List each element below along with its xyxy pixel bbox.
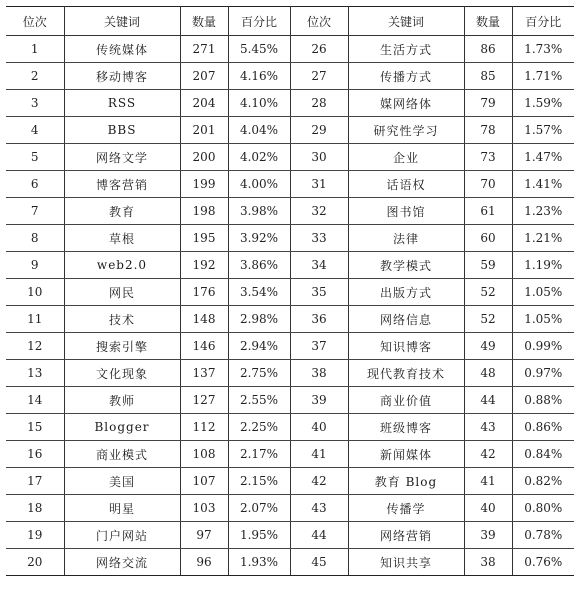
percent-cell-left: 5.45% <box>228 36 290 63</box>
count-cell-right: 73 <box>464 144 512 171</box>
percent-cell-right: 1.23% <box>512 198 574 225</box>
keyword-cell-left: 网民 <box>64 279 180 306</box>
percent-cell-right: 1.19% <box>512 252 574 279</box>
count-cell-right: 49 <box>464 333 512 360</box>
rank-cell-left: 14 <box>6 387 64 414</box>
rank-cell-left: 18 <box>6 495 64 522</box>
percent-cell-right: 1.47% <box>512 144 574 171</box>
rank-cell-right: 28 <box>290 90 348 117</box>
count-cell-right: 43 <box>464 414 512 441</box>
percent-cell-right: 0.97% <box>512 360 574 387</box>
count-cell-right: 48 <box>464 360 512 387</box>
count-cell-left: 271 <box>180 36 228 63</box>
keyword-cell-left: Blogger <box>64 414 180 441</box>
keyword-cell-left: 技术 <box>64 306 180 333</box>
count-cell-left: 207 <box>180 63 228 90</box>
table-row <box>6 171 574 198</box>
keyword-cell-right: 知识共享 <box>348 549 464 576</box>
table-row <box>6 198 574 225</box>
table-header-row <box>6 7 574 36</box>
keyword-cell-right: 传播学 <box>348 495 464 522</box>
rank-cell-right: 39 <box>290 387 348 414</box>
header-rank-left: 位次 <box>6 7 64 36</box>
keyword-frequency-table <box>6 6 574 576</box>
rank-cell-left: 11 <box>6 306 64 333</box>
percent-cell-right: 0.82% <box>512 468 574 495</box>
count-cell-right: 60 <box>464 225 512 252</box>
rank-cell-right: 43 <box>290 495 348 522</box>
keyword-cell-right: 商业价值 <box>348 387 464 414</box>
percent-cell-right: 1.21% <box>512 225 574 252</box>
rank-cell-left: 6 <box>6 171 64 198</box>
table-row <box>6 414 574 441</box>
keyword-cell-left: BBS <box>64 117 180 144</box>
keyword-cell-left: 明星 <box>64 495 180 522</box>
rank-cell-left: 1 <box>6 36 64 63</box>
table-row <box>6 117 574 144</box>
table-row <box>6 468 574 495</box>
count-cell-right: 70 <box>464 171 512 198</box>
count-cell-left: 204 <box>180 90 228 117</box>
percent-cell-right: 0.84% <box>512 441 574 468</box>
keyword-cell-left: 网络文学 <box>64 144 180 171</box>
keyword-cell-right: 教育 Blog <box>348 468 464 495</box>
percent-cell-right: 1.57% <box>512 117 574 144</box>
keyword-cell-left: 商业模式 <box>64 441 180 468</box>
keyword-cell-right: 图书馆 <box>348 198 464 225</box>
rank-cell-right: 35 <box>290 279 348 306</box>
percent-cell-right: 1.73% <box>512 36 574 63</box>
count-cell-left: 103 <box>180 495 228 522</box>
rank-cell-right: 40 <box>290 414 348 441</box>
rank-cell-left: 3 <box>6 90 64 117</box>
rank-cell-left: 15 <box>6 414 64 441</box>
keyword-cell-right: 生活方式 <box>348 36 464 63</box>
count-cell-left: 96 <box>180 549 228 576</box>
keyword-cell-right: 研究性学习 <box>348 117 464 144</box>
percent-cell-left: 4.00% <box>228 171 290 198</box>
header-keyword-left: 关键词 <box>64 7 180 36</box>
table-row <box>6 225 574 252</box>
table-row <box>6 522 574 549</box>
count-cell-right: 85 <box>464 63 512 90</box>
rank-cell-left: 13 <box>6 360 64 387</box>
count-cell-left: 107 <box>180 468 228 495</box>
rank-cell-left: 12 <box>6 333 64 360</box>
rank-cell-left: 20 <box>6 549 64 576</box>
count-cell-left: 146 <box>180 333 228 360</box>
header-percent-right: 百分比 <box>512 7 574 36</box>
header-count-right: 数量 <box>464 7 512 36</box>
table-row <box>6 441 574 468</box>
percent-cell-left: 2.75% <box>228 360 290 387</box>
percent-cell-right: 1.41% <box>512 171 574 198</box>
rank-cell-left: 17 <box>6 468 64 495</box>
rank-cell-right: 38 <box>290 360 348 387</box>
keyword-cell-left: 搜索引擎 <box>64 333 180 360</box>
rank-cell-right: 37 <box>290 333 348 360</box>
count-cell-left: 192 <box>180 252 228 279</box>
keyword-cell-left: 移动博客 <box>64 63 180 90</box>
percent-cell-left: 2.25% <box>228 414 290 441</box>
table-row <box>6 387 574 414</box>
count-cell-right: 44 <box>464 387 512 414</box>
rank-cell-right: 34 <box>290 252 348 279</box>
keyword-cell-right: 网络营销 <box>348 522 464 549</box>
table-row <box>6 90 574 117</box>
count-cell-left: 137 <box>180 360 228 387</box>
count-cell-left: 200 <box>180 144 228 171</box>
percent-cell-left: 2.15% <box>228 468 290 495</box>
percent-cell-right: 1.05% <box>512 306 574 333</box>
percent-cell-right: 0.78% <box>512 522 574 549</box>
rank-cell-left: 2 <box>6 63 64 90</box>
rank-cell-right: 31 <box>290 171 348 198</box>
keyword-cell-left: 美国 <box>64 468 180 495</box>
percent-cell-right: 1.59% <box>512 90 574 117</box>
keyword-cell-left: 网络交流 <box>64 549 180 576</box>
count-cell-left: 201 <box>180 117 228 144</box>
table-row <box>6 63 574 90</box>
rank-cell-right: 32 <box>290 198 348 225</box>
table-body <box>6 36 574 576</box>
percent-cell-right: 1.71% <box>512 63 574 90</box>
percent-cell-left: 1.95% <box>228 522 290 549</box>
count-cell-left: 176 <box>180 279 228 306</box>
percent-cell-left: 3.92% <box>228 225 290 252</box>
count-cell-right: 38 <box>464 549 512 576</box>
table-row <box>6 333 574 360</box>
rank-cell-right: 26 <box>290 36 348 63</box>
keyword-cell-right: 传播方式 <box>348 63 464 90</box>
percent-cell-left: 4.04% <box>228 117 290 144</box>
keyword-table-container <box>6 6 572 576</box>
rank-cell-right: 41 <box>290 441 348 468</box>
keyword-cell-right: 现代教育技术 <box>348 360 464 387</box>
keyword-cell-left: 传统媒体 <box>64 36 180 63</box>
count-cell-right: 52 <box>464 306 512 333</box>
percent-cell-right: 0.99% <box>512 333 574 360</box>
percent-cell-right: 0.76% <box>512 549 574 576</box>
keyword-cell-left: 门户网站 <box>64 522 180 549</box>
keyword-cell-left: 教育 <box>64 198 180 225</box>
count-cell-left: 198 <box>180 198 228 225</box>
keyword-cell-right: 班级博客 <box>348 414 464 441</box>
table-row <box>6 36 574 63</box>
rank-cell-left: 7 <box>6 198 64 225</box>
rank-cell-right: 44 <box>290 522 348 549</box>
percent-cell-right: 0.80% <box>512 495 574 522</box>
percent-cell-left: 2.07% <box>228 495 290 522</box>
count-cell-left: 148 <box>180 306 228 333</box>
table-row <box>6 144 574 171</box>
header-count-left: 数量 <box>180 7 228 36</box>
keyword-cell-right: 教学模式 <box>348 252 464 279</box>
rank-cell-left: 10 <box>6 279 64 306</box>
keyword-cell-left: web2.0 <box>64 252 180 279</box>
percent-cell-left: 4.02% <box>228 144 290 171</box>
header-rank-right: 位次 <box>290 7 348 36</box>
rank-cell-right: 42 <box>290 468 348 495</box>
table-row <box>6 360 574 387</box>
keyword-cell-right: 网络信息 <box>348 306 464 333</box>
rank-cell-left: 8 <box>6 225 64 252</box>
rank-cell-left: 19 <box>6 522 64 549</box>
percent-cell-left: 4.16% <box>228 63 290 90</box>
count-cell-right: 40 <box>464 495 512 522</box>
table-row <box>6 306 574 333</box>
keyword-cell-left: 博客营销 <box>64 171 180 198</box>
rank-cell-left: 9 <box>6 252 64 279</box>
table-row <box>6 549 574 576</box>
count-cell-right: 41 <box>464 468 512 495</box>
count-cell-right: 39 <box>464 522 512 549</box>
rank-cell-left: 16 <box>6 441 64 468</box>
percent-cell-right: 0.86% <box>512 414 574 441</box>
count-cell-left: 108 <box>180 441 228 468</box>
percent-cell-left: 2.94% <box>228 333 290 360</box>
keyword-cell-right: 新闻媒体 <box>348 441 464 468</box>
percent-cell-left: 3.54% <box>228 279 290 306</box>
count-cell-left: 195 <box>180 225 228 252</box>
keyword-cell-right: 出版方式 <box>348 279 464 306</box>
keyword-cell-left: 文化现象 <box>64 360 180 387</box>
rank-cell-left: 4 <box>6 117 64 144</box>
rank-cell-left: 5 <box>6 144 64 171</box>
percent-cell-left: 2.98% <box>228 306 290 333</box>
count-cell-right: 61 <box>464 198 512 225</box>
header-percent-left: 百分比 <box>228 7 290 36</box>
count-cell-right: 42 <box>464 441 512 468</box>
count-cell-right: 86 <box>464 36 512 63</box>
percent-cell-left: 4.10% <box>228 90 290 117</box>
keyword-cell-right: 媒网络体 <box>348 90 464 117</box>
percent-cell-left: 2.55% <box>228 387 290 414</box>
keyword-cell-left: RSS <box>64 90 180 117</box>
percent-cell-left: 1.93% <box>228 549 290 576</box>
table-row <box>6 495 574 522</box>
rank-cell-right: 30 <box>290 144 348 171</box>
table-row <box>6 252 574 279</box>
keyword-cell-right: 知识博客 <box>348 333 464 360</box>
keyword-cell-right: 话语权 <box>348 171 464 198</box>
count-cell-right: 52 <box>464 279 512 306</box>
keyword-cell-left: 草根 <box>64 225 180 252</box>
percent-cell-left: 3.86% <box>228 252 290 279</box>
count-cell-left: 97 <box>180 522 228 549</box>
keyword-cell-left: 教师 <box>64 387 180 414</box>
percent-cell-right: 1.05% <box>512 279 574 306</box>
rank-cell-right: 45 <box>290 549 348 576</box>
rank-cell-right: 29 <box>290 117 348 144</box>
count-cell-right: 79 <box>464 90 512 117</box>
header-keyword-right: 关键词 <box>348 7 464 36</box>
percent-cell-right: 0.88% <box>512 387 574 414</box>
percent-cell-left: 3.98% <box>228 198 290 225</box>
table-row <box>6 279 574 306</box>
count-cell-left: 127 <box>180 387 228 414</box>
rank-cell-right: 36 <box>290 306 348 333</box>
rank-cell-right: 33 <box>290 225 348 252</box>
count-cell-left: 199 <box>180 171 228 198</box>
rank-cell-right: 27 <box>290 63 348 90</box>
keyword-cell-right: 法律 <box>348 225 464 252</box>
count-cell-right: 59 <box>464 252 512 279</box>
percent-cell-left: 2.17% <box>228 441 290 468</box>
count-cell-right: 78 <box>464 117 512 144</box>
keyword-cell-right: 企业 <box>348 144 464 171</box>
count-cell-left: 112 <box>180 414 228 441</box>
